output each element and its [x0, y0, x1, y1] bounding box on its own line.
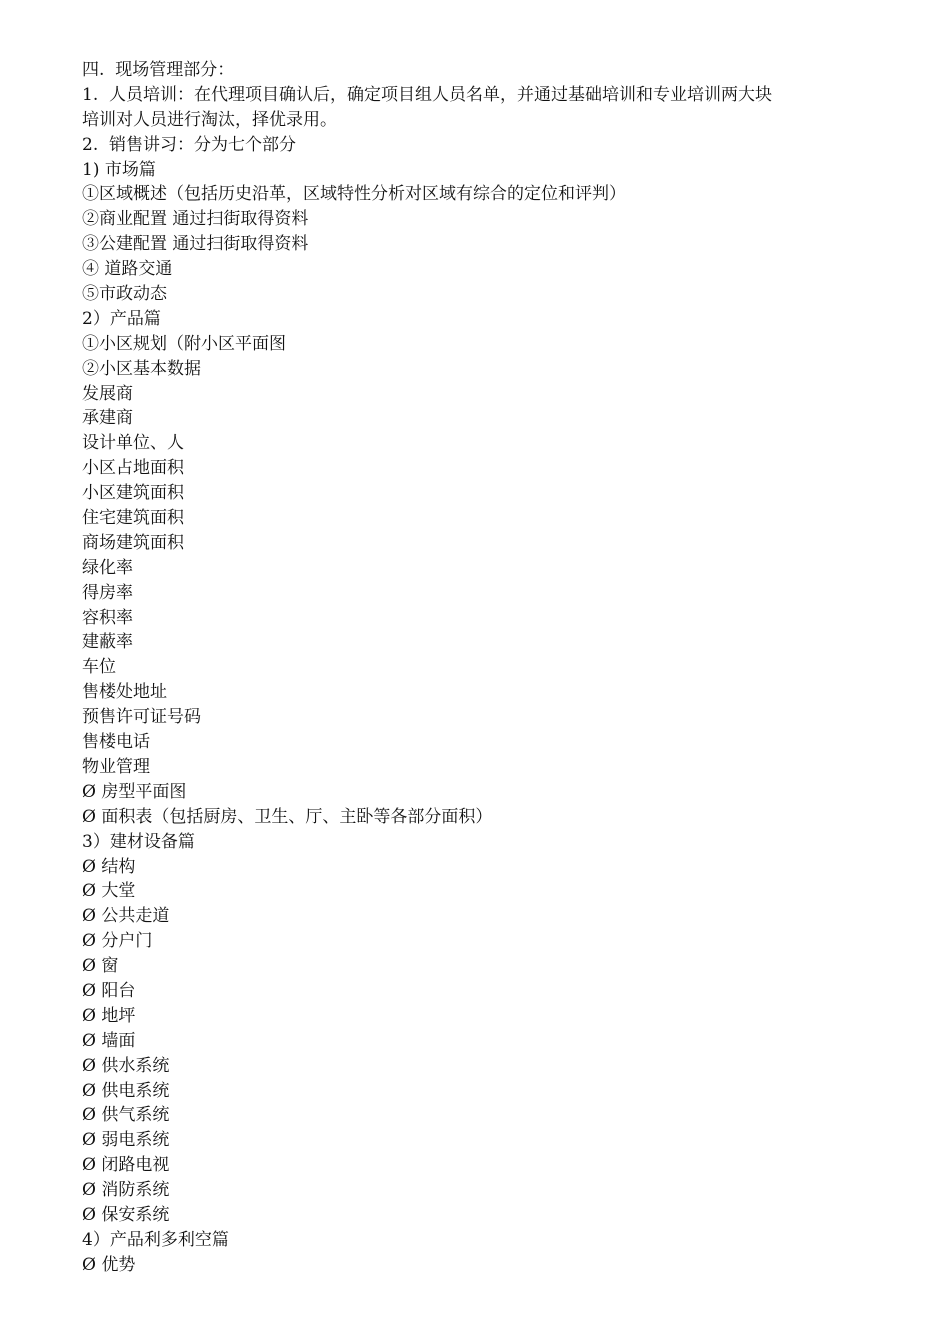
document-line: 车位 [82, 657, 116, 678]
document-line: ①小区规划（附小区平面图 [82, 333, 286, 354]
document-body [82, 58, 882, 1278]
document-line: 1. 人员培训：在代理项目确认后，确定项目组人员名单，并通过基础培训和专业培训两大块 [82, 84, 773, 105]
document-line: Ø 供水系统 [82, 1055, 170, 1076]
document-line: ②商业配置 通过扫街取得资料 [82, 209, 309, 230]
document-line: Ø 闭路电视 [82, 1155, 170, 1176]
document-line: Ø 墙面 [82, 1030, 136, 1051]
document-line: ③公建配置 通过扫街取得资料 [82, 234, 309, 255]
document-line: 售楼处地址 [82, 682, 167, 703]
document-line: ②小区基本数据 [82, 358, 201, 379]
document-line: Ø 阳台 [82, 980, 136, 1001]
document-line: 3）建材设备篇 [82, 831, 195, 852]
document-line: 4）产品利多利空篇 [82, 1229, 229, 1250]
document-line: Ø 保安系统 [82, 1204, 170, 1225]
document-line: 容积率 [82, 607, 133, 628]
document-line: 得房率 [82, 582, 133, 603]
document-line: 建蔽率 [82, 632, 133, 653]
document-line: Ø 供电系统 [82, 1080, 170, 1101]
document-line: 预售许可证号码 [82, 707, 201, 728]
document-line: 四. 现场管理部分： [82, 60, 235, 80]
document-line: ①区域概述（包括历史沿革，区域特性分析对区域有综合的定位和评判） [82, 184, 626, 205]
document-line: Ø 面积表（包括厨房、卫生、厅、主卧等各部分面积） [82, 806, 493, 827]
document-line: 售楼电话 [82, 732, 150, 753]
document-line: Ø 供气系统 [82, 1105, 170, 1126]
document-line: Ø 分户门 [82, 931, 153, 952]
document-line: Ø 消防系统 [82, 1180, 170, 1201]
document-line: 发展商 [82, 383, 133, 404]
document-line: Ø 房型平面图 [82, 781, 187, 802]
document-line: 绿化率 [82, 557, 133, 578]
document-line: Ø 结构 [82, 856, 136, 877]
document-line: 小区占地面积 [82, 458, 184, 479]
document-line: Ø 弱电系统 [82, 1130, 170, 1151]
document-line: Ø 窗 [82, 956, 119, 977]
document-line: 培训对人员进行淘汰，择优录用。 [82, 109, 337, 130]
document-line: 承建商 [82, 408, 133, 429]
document-line: 1) 市场篇 [82, 159, 156, 180]
document-line: 物业管理 [82, 756, 150, 777]
document-line: 商场建筑面积 [82, 532, 184, 553]
document-line: Ø 优势 [82, 1254, 136, 1275]
document-line: Ø 地坪 [82, 1005, 136, 1026]
document-line: 设计单位、人 [82, 433, 184, 454]
document-line: Ø 公共走道 [82, 906, 170, 927]
document-line: 2）产品篇 [82, 308, 161, 329]
document-line: 住宅建筑面积 [82, 508, 184, 529]
document-line: ⑤市政动态 [82, 284, 167, 305]
document-line: Ø 大堂 [82, 881, 136, 902]
document-line: 小区建筑面积 [82, 483, 184, 504]
document-line: ④ 道路交通 [82, 259, 173, 280]
document-line: 2. 销售讲习：分为七个部分 [82, 134, 297, 155]
